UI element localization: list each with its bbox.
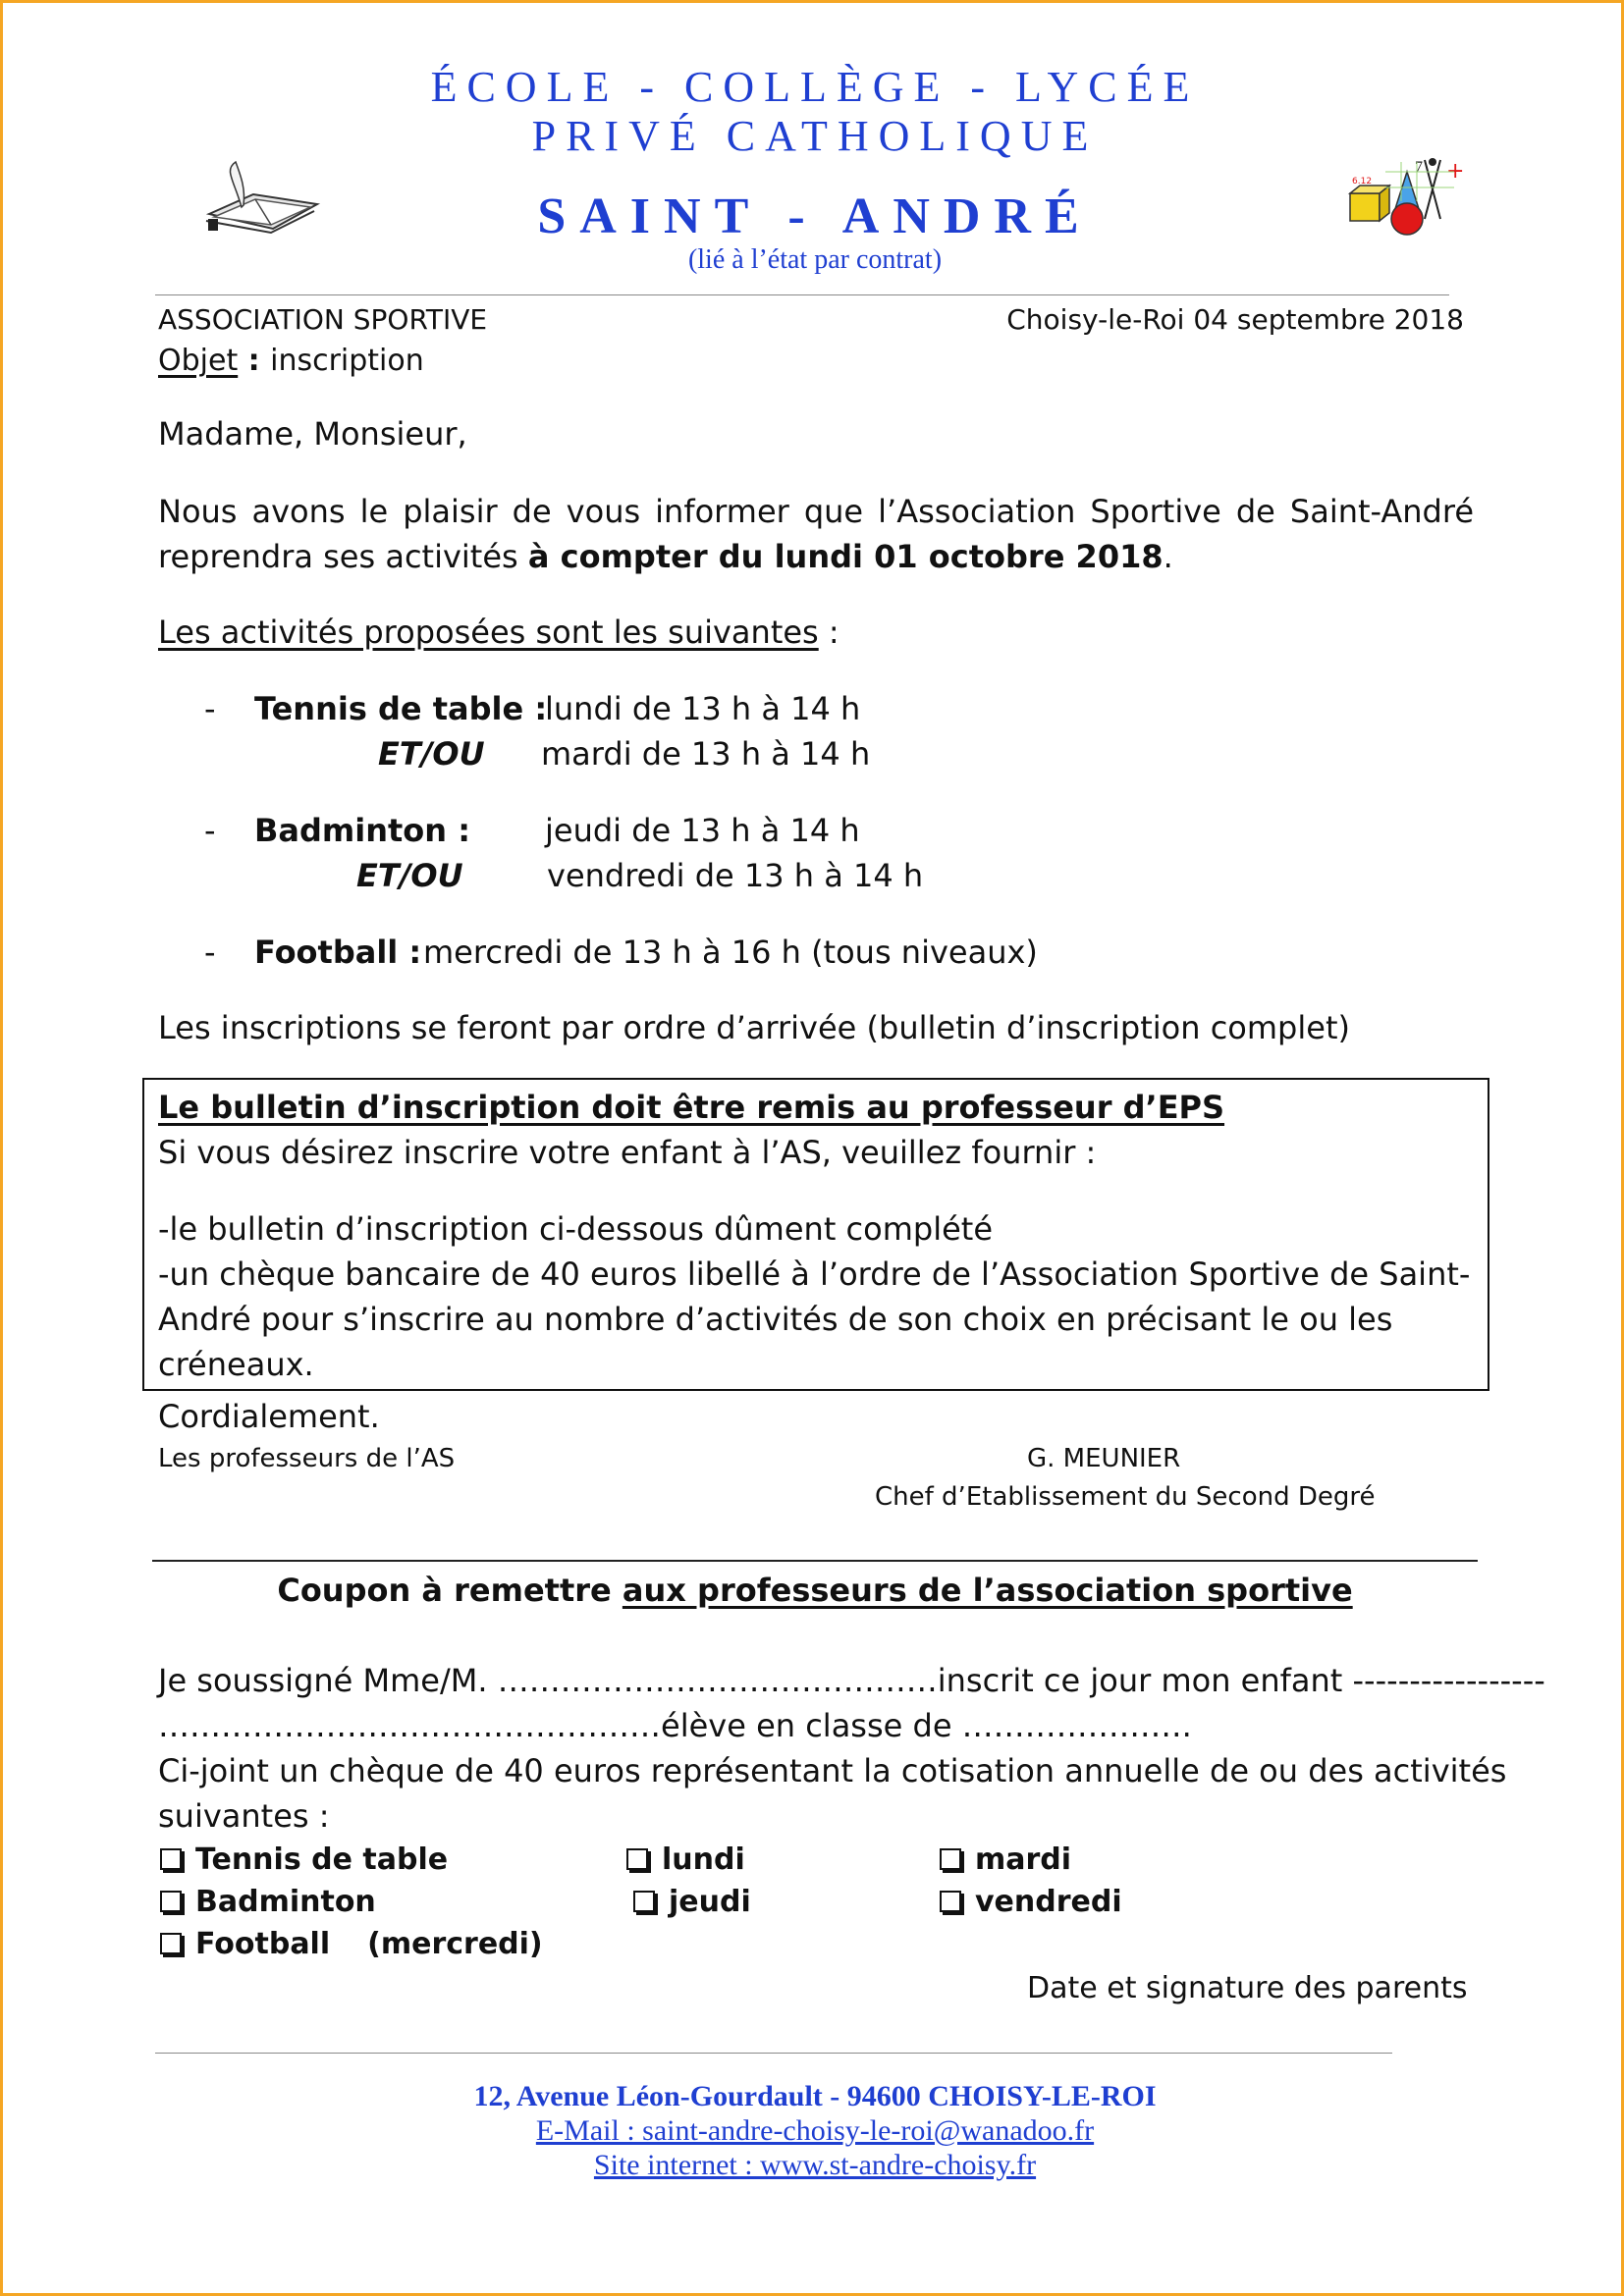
subject-label: Objet [158,344,239,378]
book-quill-icon [194,160,322,239]
teachers-signoff: Les professeurs de l’AS [158,1444,456,1473]
svg-text:+: + [1446,159,1465,184]
option-football-day: (mercredi) [367,1927,543,1961]
box-line3: -un chèque bancaire de 40 euros libellé à l’ordre de l’Association Sportive de Saint- [158,1255,1471,1293]
option-football-label: Football [195,1927,331,1961]
bullet-football: - [204,934,216,971]
badminton-slot2: vendredi de 13 h à 14 h [547,857,924,894]
footer-website-link[interactable]: Site internet : www.st-andre-choisy.fr [593,2149,1037,2181]
activities-heading-colon: : [818,614,839,651]
checkbox-badminton[interactable] [160,1891,182,1912]
svg-text:6.12: 6.12 [1352,177,1373,187]
tennis-label: Tennis de table : [254,690,548,727]
badminton-slot1: jeudi de 13 h à 14 h [545,812,860,849]
option-football[interactable] [160,1924,543,1965]
coupon-title [3,1568,1624,1613]
coupon-cut-line [152,1560,1478,1562]
football-label: Football : [254,934,422,971]
option-tennis-label: Tennis de table [195,1842,449,1877]
header-line2: PRIVÉ CATHOLIQUE [531,112,1099,160]
subject-value: inscription [270,344,424,378]
intro-line1: Nous avons le plaisir de vous informer que l’Association Sportive de Saint-André [158,493,1474,530]
subject-line [158,339,424,384]
checkbox-tennis[interactable] [160,1848,182,1870]
registrations-note: Les inscriptions se feront par ordre d’arrivée (bulletin d’inscription complet) [158,1009,1350,1046]
footer-email-row [3,2114,1624,2148]
badminton-etou: ET/OU [356,857,463,894]
option-tennis[interactable] [160,1840,448,1881]
option-badminton[interactable] [160,1882,376,1923]
box-line1: Si vous désirez inscrire votre enfant à l’AS, veuillez fournir : [158,1134,1097,1171]
option-mardi-label: mardi [975,1842,1072,1877]
box-line2: -le bulletin d’inscription ci-dessous dûment complété [158,1210,993,1248]
contract-note: (lié à l’état par contrat) [687,244,943,275]
option-lundi[interactable] [626,1840,745,1881]
school-name: SAINT - ANDRÉ [537,188,1093,244]
option-lundi-label: lundi [662,1842,745,1877]
activities-heading-line [158,610,839,655]
coupon-title-b: aux professeurs de l’association sportive [622,1572,1353,1609]
bullet-badminton: - [204,812,216,849]
salutation: Madame, Monsieur, [158,415,467,453]
box-title: Le bulletin d’inscription doit être remis au professeur d’EPS [158,1089,1225,1126]
header-divider [155,294,1449,295]
start-date: à compter du lundi 01 octobre 2018 [527,538,1164,575]
footer-address: 12, Avenue Léon-Gourdault - 94600 CHOISY-LE-ROI [473,2080,1157,2112]
coupon-title-a: Coupon à remettre [277,1572,623,1609]
checkbox-jeudi[interactable] [633,1891,655,1912]
box-line4: André pour s’inscrire au nombre d’activités de son choix en précisant le ou les [158,1301,1393,1338]
header-line1: ÉCOLE - COLLÈGE - LYCÉE [430,63,1200,111]
football-slot: mercredi de 13 h à 16 h (tous niveaux) [423,934,1038,971]
option-jeudi[interactable] [633,1882,751,1923]
signer-title: Chef d’Etablissement du Second Degré [875,1482,1376,1512]
checkbox-lundi[interactable] [626,1848,648,1870]
checkbox-mardi[interactable] [940,1848,961,1870]
option-jeudi-label: jeudi [669,1885,751,1919]
box-line5: créneaux. [158,1346,314,1383]
checkbox-vendredi[interactable] [940,1891,961,1912]
coupon-line1: Je soussigné Mme/M. ……………………………………inscrit ce jour mon enfant ----------------- [158,1662,1545,1699]
signer-name: G. MEUNIER [1027,1444,1181,1473]
tennis-etou: ET/OU [378,735,485,773]
option-vendredi[interactable] [940,1882,1122,1923]
parents-signature: Date et signature des parents [1027,1971,1468,2005]
subject-sep: : [238,344,271,378]
footer-divider [155,2053,1392,2054]
intro-text: reprendra ses activités [158,538,528,575]
checkbox-football[interactable] [160,1933,182,1954]
bullet-tennis: - [204,690,216,727]
option-mardi[interactable] [940,1840,1071,1881]
place-date: Choisy-le-Roi 04 septembre 2018 [1006,303,1464,336]
coupon-line3: Ci-joint un chèque de 40 euros représentant la cotisation annuelle de ou des activités [158,1752,1507,1789]
closing-word: Cordialement. [158,1398,380,1435]
coupon-line4: suivantes : [158,1797,330,1835]
option-vendredi-label: vendredi [975,1885,1122,1919]
activities-heading: Les activités proposées sont les suivantes [158,614,819,651]
coupon-line2: …………………………………………élève en classe de …………………. [158,1707,1192,1744]
footer-email-link[interactable]: E-Mail : saint-andre-choisy-le-roi@wanadoo.fr [535,2114,1095,2147]
option-badminton-label: Badminton [195,1885,376,1919]
svg-text:7: 7 [1415,159,1423,176]
intro-line2 [158,534,1173,579]
badminton-label: Badminton : [254,812,470,849]
footer-website-row [3,2149,1624,2182]
tennis-slot1: lundi de 13 h à 14 h [545,690,861,727]
intro-period: . [1163,538,1173,575]
math-shapes-icon [1346,152,1474,240]
tennis-slot2: mardi de 13 h à 14 h [541,735,871,773]
department-label: ASSOCIATION SPORTIVE [158,303,488,336]
